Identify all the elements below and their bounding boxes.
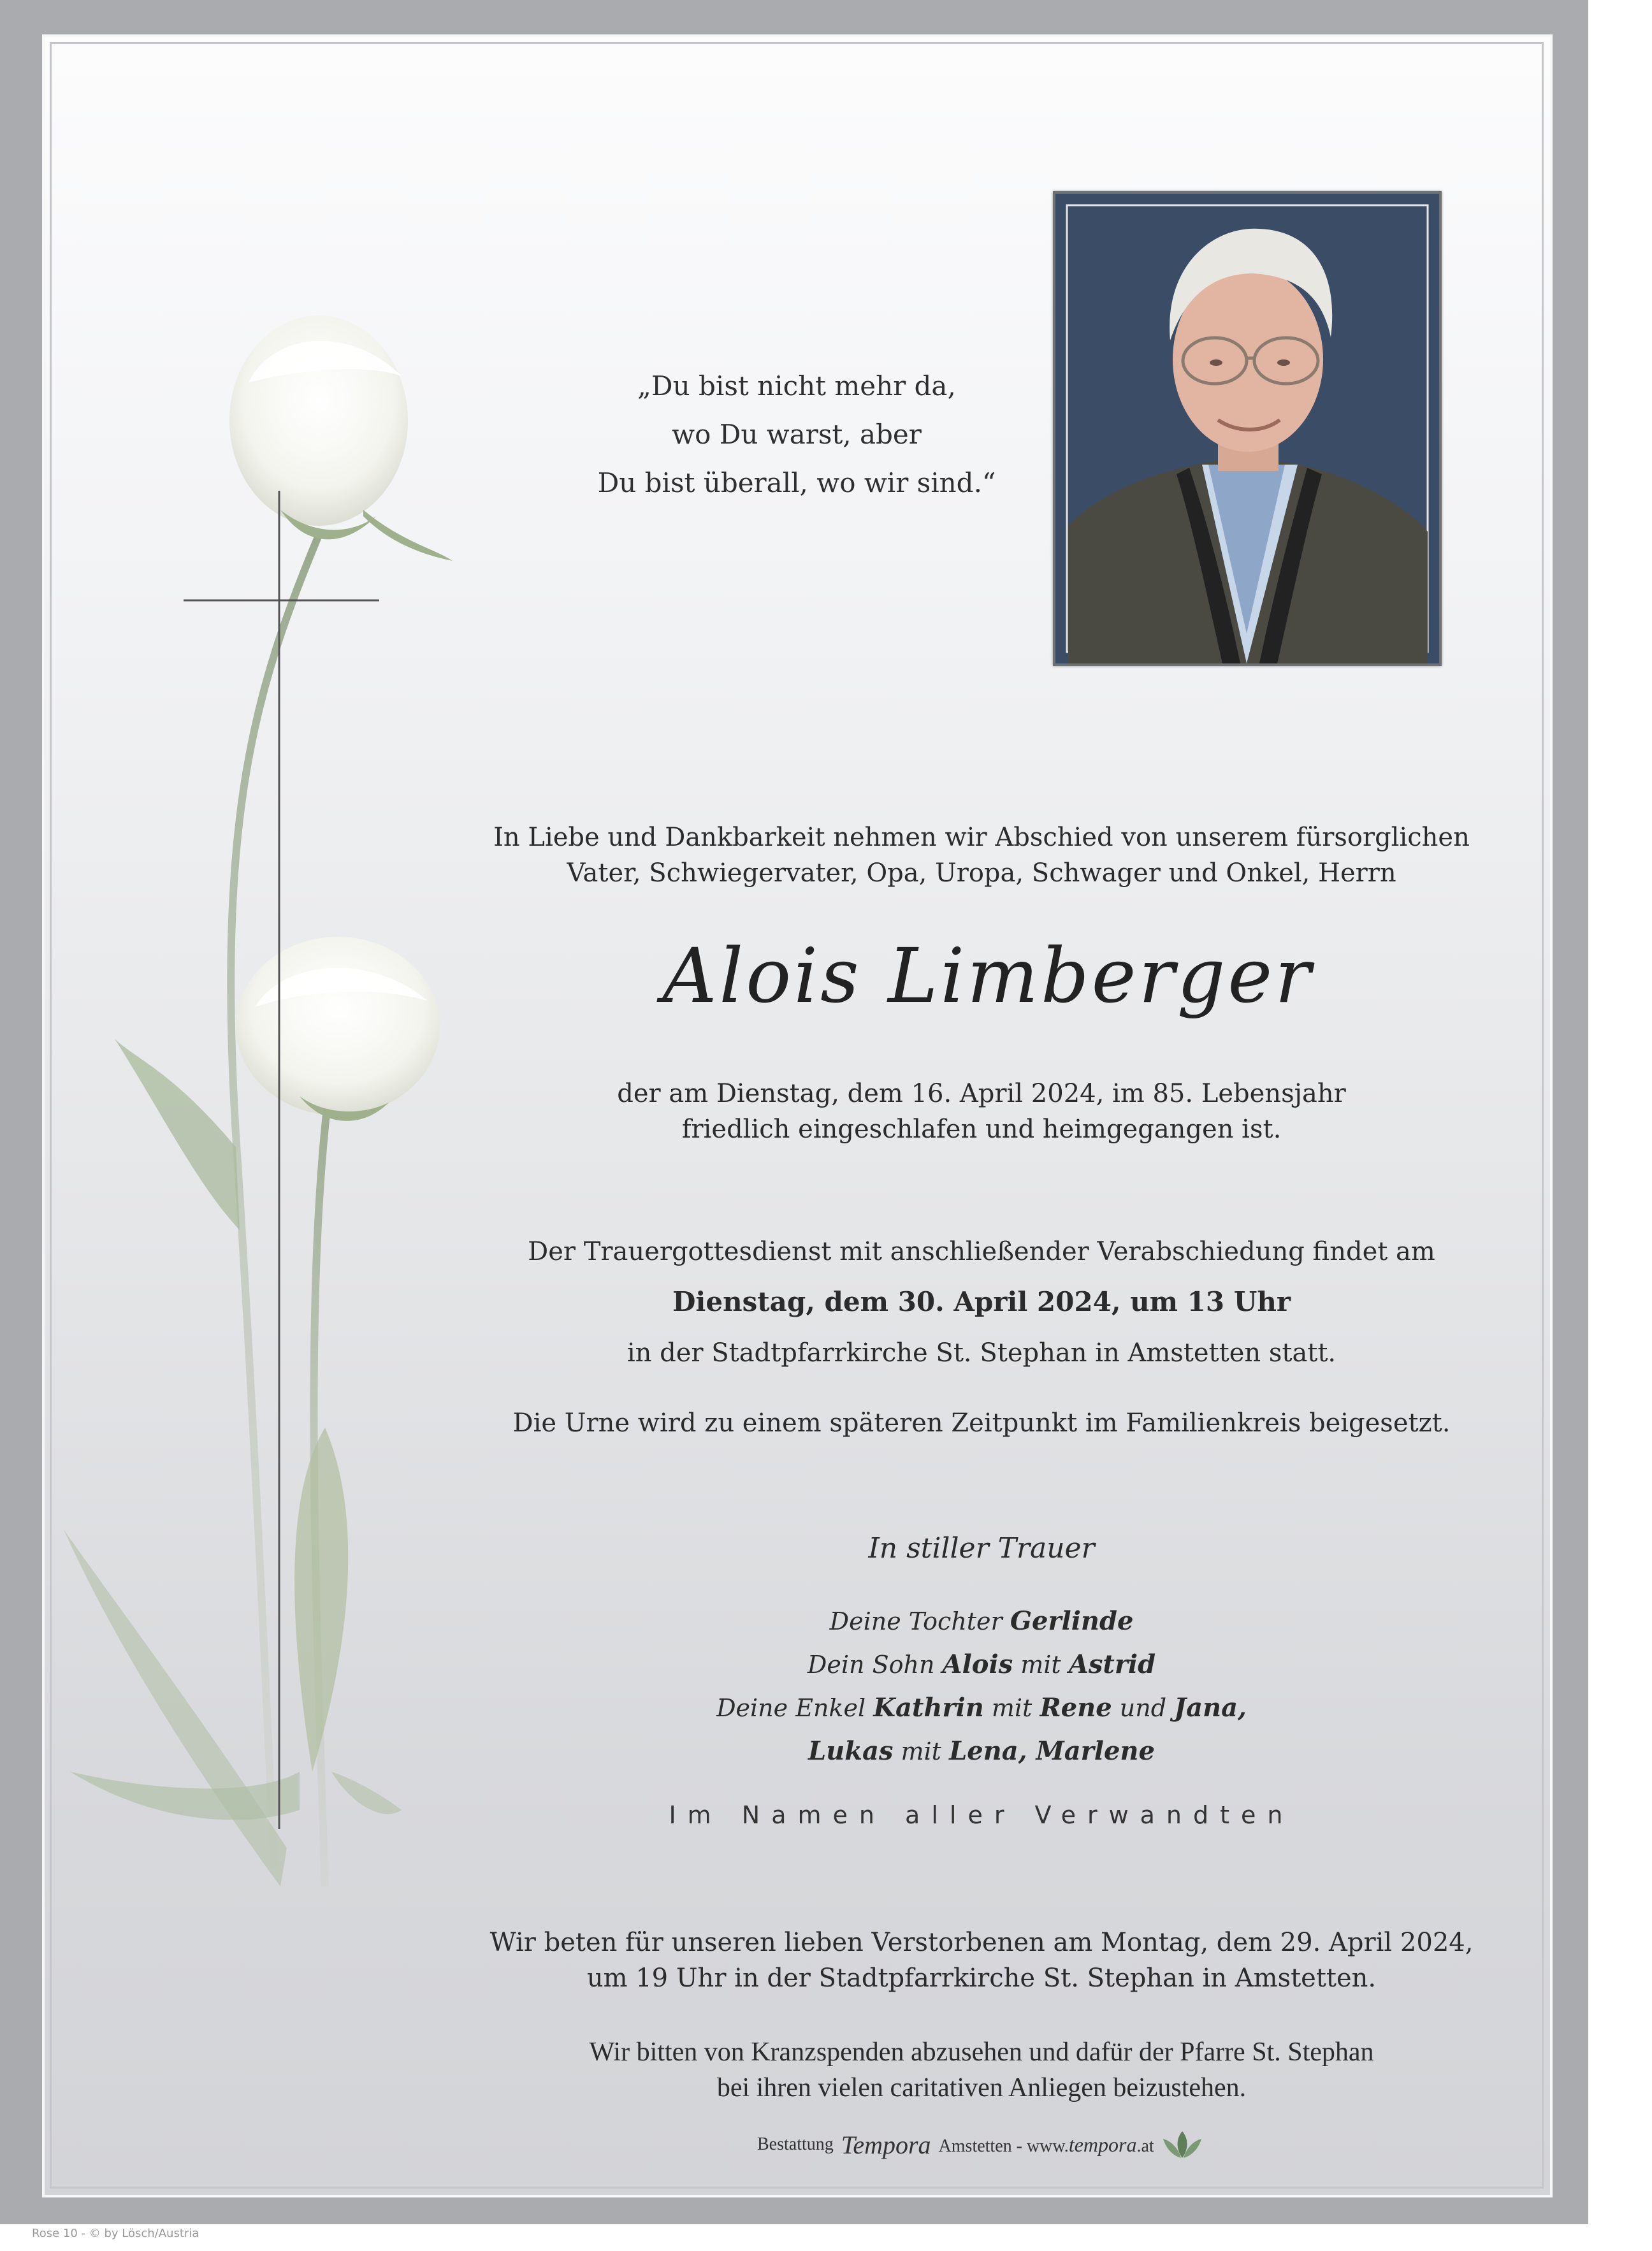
intro-line-2: Vater, Schwiegervater, Opa, Uropa, Schwager und Onkel, Herrn xyxy=(567,858,1396,888)
family-line-son xyxy=(472,1643,1491,1686)
death-info xyxy=(472,1076,1491,1147)
daughter-name: Gerlinde xyxy=(1010,1606,1134,1636)
intro-text xyxy=(472,820,1491,891)
son-partner: Astrid xyxy=(1068,1649,1156,1679)
quote-line-2: wo Du warst, aber xyxy=(672,419,922,450)
quote-block xyxy=(535,362,1058,507)
footer-url-brand: tempora xyxy=(1068,2132,1137,2156)
service-intro: Der Trauergottesdienst mit anschließender Verabschiedung findet am xyxy=(528,1237,1435,1266)
donation-line-2: bei ihren vielen caritativen Anliegen beizustehen. xyxy=(716,2073,1247,2103)
rose-cross-illustration xyxy=(45,306,491,2027)
grand-mit: mit xyxy=(991,1694,1032,1722)
daughter-prefix: Deine Tochter xyxy=(829,1607,1003,1635)
prayer-line-1: Wir beten für unseren lieben Verstorbenen am Montag, dem 29. April 2024, xyxy=(489,1928,1474,1957)
death-line-2: friedlich eingeschlafen und heimgegangen ist. xyxy=(681,1115,1282,1144)
grand-und: und xyxy=(1119,1694,1167,1722)
quote-line-3: Du bist überall, wo wir sind.“ xyxy=(597,467,996,498)
service-location: in der Stadtpfarrkirche St. Stephan in Amstetten statt. xyxy=(627,1338,1337,1368)
funeral-home-footer xyxy=(757,2122,1242,2167)
urn-note: Die Urne wird zu einem späteren Zeitpunkt im Familienkreis beigesetzt. xyxy=(512,1408,1451,1438)
footer-suffix-text: Amstetten - www. xyxy=(938,2136,1069,2156)
intro-line-1: In Liebe und Dankbarkeit nehmen wir Abschied von unserem fürsorglichen xyxy=(493,823,1470,852)
footer-suffix xyxy=(939,2133,1154,2157)
family-line-daughter xyxy=(472,1600,1491,1643)
donation-line-1: Wir bitten von Kranzspenden abzusehen und dafür der Pfarre St. Stephan xyxy=(589,2037,1374,2067)
son-name: Alois xyxy=(942,1649,1013,1679)
prayer-line-2: um 19 Uhr in der Stadtpfarrkirche St. Stephan in Amstetten. xyxy=(586,1964,1377,1993)
death-line-1: der am Dienstag, dem 16. April 2024, im 85. Lebensjahr xyxy=(617,1079,1346,1108)
family-list xyxy=(472,1600,1491,1773)
footer-brand: Tempora xyxy=(841,2130,931,2159)
copyright-note: Rose 10 - © by Lösch/Austria xyxy=(32,2227,199,2240)
quote-line-1: „Du bist nicht mehr da, xyxy=(637,370,956,402)
family-line-grandchildren-2 xyxy=(472,1730,1491,1773)
grand-mit-2: mit xyxy=(901,1737,941,1765)
service-date: Dienstag, dem 30. April 2024, um 13 Uhr xyxy=(672,1286,1291,1317)
donation-note xyxy=(472,2034,1491,2106)
lotus-logo-icon xyxy=(1162,2130,1203,2159)
grandchild-2: Rene xyxy=(1040,1693,1112,1723)
family-line-grandchildren-1 xyxy=(472,1686,1491,1730)
portrait-frame xyxy=(1053,191,1442,666)
grandchild-5: Lena, Marlene xyxy=(949,1736,1155,1766)
grandchild-1: Kathrin xyxy=(873,1693,984,1723)
mourning-heading: In stiller Trauer xyxy=(868,1532,1095,1565)
deceased-name: Alois Limberger xyxy=(662,932,1314,1020)
grandchild-4: Lukas xyxy=(808,1736,894,1766)
prayer-note xyxy=(472,1925,1491,1996)
footer-prefix: Bestattung xyxy=(757,2134,834,2154)
son-prefix: Dein Sohn xyxy=(807,1651,935,1679)
son-mit: mit xyxy=(1020,1651,1061,1679)
relatives-line: Im Namen aller Verwandten xyxy=(669,1801,1294,1829)
portrait-photo xyxy=(1055,194,1439,663)
grandchild-3: Jana, xyxy=(1174,1693,1247,1723)
grand-prefix: Deine Enkel xyxy=(716,1694,866,1722)
footer-url-tld: .at xyxy=(1136,2136,1154,2156)
